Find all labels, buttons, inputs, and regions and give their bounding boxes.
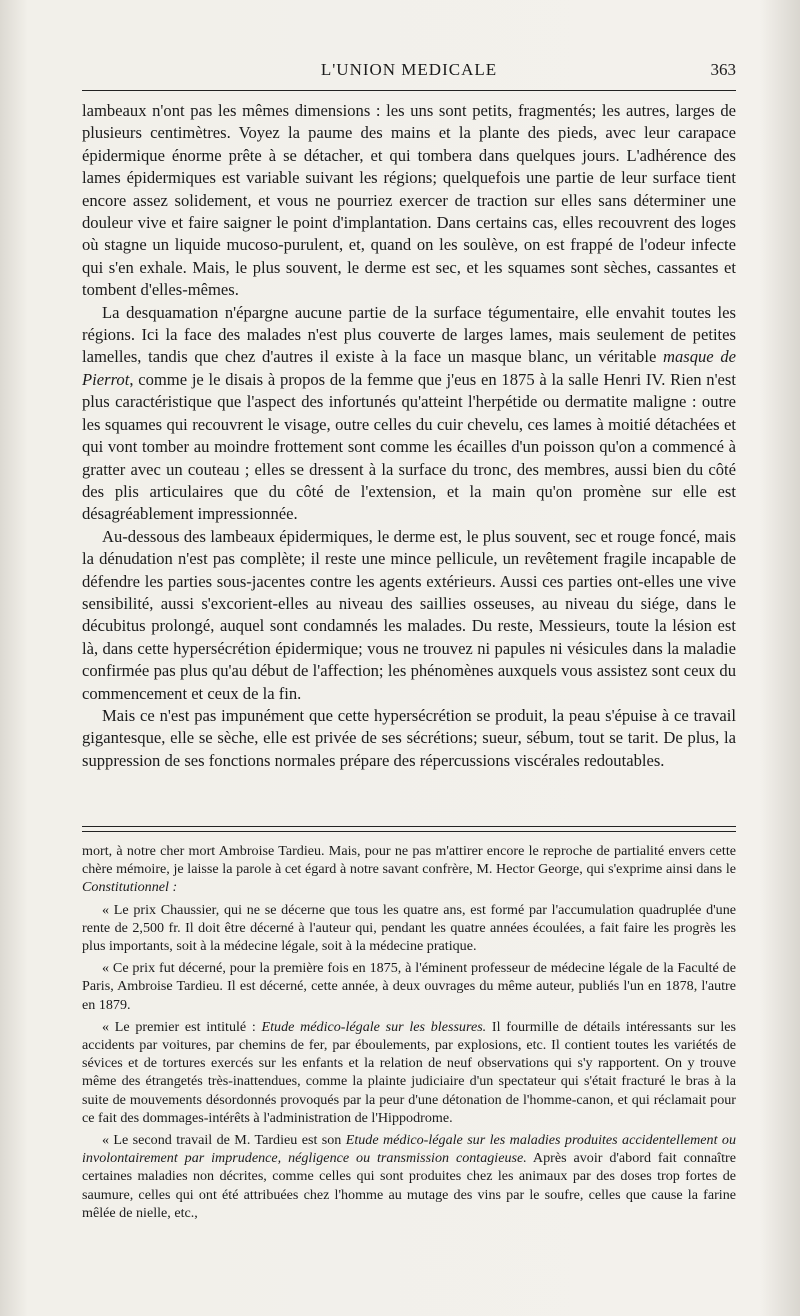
journal-title: L'UNION MEDICALE — [320, 60, 498, 79]
paragraph-4: Mais ce n'est pas impunément que cette hypersécrétion se produit, la peau s'épuise à ce travail gigantesque, elle se sèche, elle est privée de ses sécrétions; sueur, sébum, tout se tarit. De plus, la suppression de ses fonctions normales prépare des répercussions viscérales redoutables. — [82, 705, 736, 770]
feuilleton-text — [82, 842, 736, 1226]
main-text — [82, 100, 736, 772]
page-number: 363 — [710, 60, 736, 79]
feuilleton-paragraph-2: « Le prix Chaussier, qui ne se décerne que tous les quatre ans, est formé par l'accumulation quadruplée d'une rente de 2,500 fr. Il doit être décerné à l'auteur qui, pendant les quatre années écoulées, a fait faire les progrès les plus importants, soit à la médecine légale, soit à la médecine pratique. — [82, 901, 736, 955]
feuilleton-paragraph-4 — [82, 1018, 736, 1127]
paragraph-2-text-a: La desquamation n'épargne aucune partie de la surface tégumentaire, elle envahit toutes les régions. Ici la face des malades n'est plus couverte de larges lames, mais seulement de petites lamelles, tandis que chez d'autres il existe à la face un masque blanc, un véritable — [82, 302, 736, 367]
section-divider — [82, 826, 736, 832]
feuilleton-paragraph-3: « Ce prix fut décerné, pour la première fois en 1875, à l'éminent professeur de médecine légale de la Faculté de Paris, Ambroise Tardieu. Il est décerné, cette année, à deux ouvrages du même auteur, publiés l'un en 1878, l'autre en 1879. — [82, 960, 736, 1013]
feuilleton-paragraph-4-emphasis: Etude médico-légale sur les blessures. — [261, 1018, 487, 1035]
header-rule — [82, 90, 736, 91]
feuilleton-paragraph-5 — [82, 1131, 736, 1222]
paragraph-2-emphasis: masque de Pierrot — [82, 347, 736, 389]
paragraph-2-text-b: , comme je le disais à propos de la femme que j'eus en 1875 à la salle Henri IV. Rien n'est plus caractéristique que l'aspect des infortunés qu'atteint l'herpétide ou dermatite maligne : outre les squames qui recouvrent le visage, outre celles du cuir chevelu, ces lames à moitié détachées et qui vont tomber au moindre frottement sont comme les écailles d'un poisson qu'on a commencé à gratter avec un couteau ; elles se dressent à la surface du tronc, des membres, aussi bien du côté des plis articulaires que du côté de l'extension, et la main qu'on promène sur elle est désagréablement impressionnée. — [82, 369, 736, 524]
paragraph-1: lambeaux n'ont pas les mêmes dimensions : les uns sont petits, fragmentés; les autres, larges de plusieurs centimètres. Voyez la paume des mains et la plante des pieds, avec leur carapace épidermique énorme prête à se détacher, et qui tombera dans quelques jours. L'adhérence des lames épidermiques est variable suivant les régions; quelquefois une partie de leur surface tient encore assez solidement, et vous ne pourriez exercer de traction sur elles sans déterminer une douleur vive et faire saigner le point d'implantation. Dans certains cas, elles recouvrent des loges où stagne un liquide mucoso-purulent, et, quand on les soulève, on est frappé de l'odeur infecte qui s'en exhale. Mais, le plus souvent, le derme est sec, et les squames sont sèches, cassantes et tombent d'elles-mêmes. — [82, 101, 736, 300]
feuilleton-paragraph-5-text-b: Après avoir d'abord fait connaître certaines maladies non décrites, comme celles qui sont produites chez les animaux par des doses trop fortes de saumure, celles qui ont été attribuées chez l'homme au mutage des vins par le soufre, celles que cause la farine mêlée de nielle, etc., — [82, 1150, 736, 1221]
paragraph-2 — [82, 302, 736, 526]
feuilleton-paragraph-5-text-a: « Le second travail de M. Tardieu est son — [102, 1132, 346, 1149]
feuilleton-paragraph-5-emphasis: Etude médico-légale sur les maladies produites accidentellement ou involontairement par imprudence, négligence ou transmission contagieuse. — [82, 1132, 736, 1167]
feuilleton-paragraph-1 — [82, 842, 736, 897]
feuilleton-paragraph-4-text-a: « Le premier est intitulé : — [102, 1018, 262, 1035]
feuilleton-paragraph-1-emphasis: Constitutionnel : — [82, 879, 178, 896]
feuilleton-paragraph-1-text: mort, à notre cher mort Ambroise Tardieu. Mais, pour ne pas m'attirer encore le reproche de partialité envers cette chère mémoire, je laisse la parole à cet égard à notre savant confrère, M. Hector George, qui s'exprime ainsi dans le — [82, 843, 736, 878]
running-header — [82, 58, 736, 86]
feuilleton-paragraph-4-text-b: Il fourmille de détails intéressants sur les accidents par voitures, par chemins de fer, par éboulements, par explosions, etc. Il contient toutes les variétés de sévices et de tortures exercés sur les enfants et la relation de neuf observations qui s'y rapportent. On y trouve même des étrangetés très-inattendues, comme la plainte judiciaire d'un spectateur qui s'était fracturé le bras à la suite de mouvements désordonnés provoqués par la peur d'une détonation de l'homme-canon, et qui réclamait pour ce fait des dommages-intérêts à l'administration de l'Hippodrome. — [82, 1018, 736, 1126]
paragraph-3: Au-dessous des lambeaux épidermiques, le derme est, le plus souvent, sec et rouge foncé, mais la dénudation n'est pas complète; il reste une mince pellicule, un revêtement fragile incapable de défendre les parties sous-jacentes contre les agents extérieurs. Aussi ces parties ont-elles une vive sensibilité, aussi s'excorient-elles au niveau des saillies osseuses, au niveau du siége, dans le décubitus prolongé, auquel sont condamnés les malades. Du reste, Messieurs, toute la lésion est là, dans cette hypersécrétion épidermique; vous ne trouvez ni papules ni vésicules dans la maladie confirmée pas plus qu'au début de l'affection; les phénomènes auxquels vous assistez sont ceux du commencement et ceux de la fin. — [82, 526, 736, 703]
